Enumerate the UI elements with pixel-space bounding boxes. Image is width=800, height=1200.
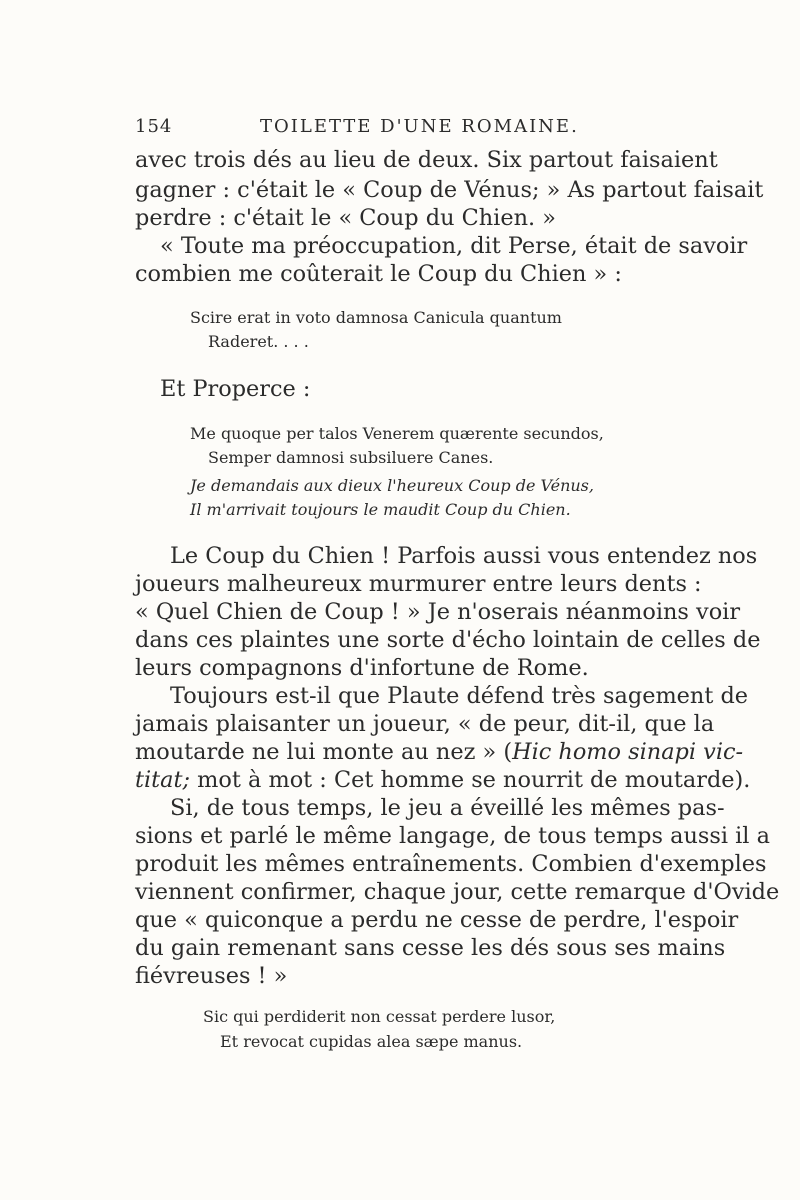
text-line: Toujours est-il que Plaute défend très sagement de xyxy=(170,683,749,709)
text-line: jamais plaisanter un joueur, « de peur, dit-il, que la xyxy=(135,711,715,737)
page-header xyxy=(0,116,800,140)
verse-line: Raderet. . . . xyxy=(208,332,309,351)
verse-line: Me quoque per talos Venerem quærente secundos, xyxy=(190,424,604,443)
text-line: avec trois dés au lieu de deux. Six partout faisaient xyxy=(135,147,718,173)
text-line: Et Properce : xyxy=(160,376,311,402)
text-line: fiévreuses ! » xyxy=(135,963,288,989)
text-line: gagner : c'était le « Coup de Vénus; » As partout faisait xyxy=(135,177,764,203)
text-line: du gain remenant sans cesse les dés sous ses mains xyxy=(135,935,726,961)
verse-translation-line: Je demandais aux dieux l'heureux Coup de Vénus, xyxy=(190,476,594,495)
text-line: que « quiconque a perdu ne cesse de perdre, l'espoir xyxy=(135,907,739,933)
text-line xyxy=(135,737,743,767)
verse-line: Scire erat in voto damnosa Canicula quantum xyxy=(190,308,562,327)
italic-span: Hic homo sinapi vic- xyxy=(512,739,744,765)
text-line: Le Coup du Chien ! Parfois aussi vous entendez nos xyxy=(170,543,758,569)
text-line: produit les mêmes entraînements. Combien d'exemples xyxy=(135,851,767,877)
verse-line: Sic qui perdiderit non cessat perdere lusor, xyxy=(203,1007,556,1026)
text-line xyxy=(135,765,750,795)
verse-line: Et revocat cupidas alea sæpe manus. xyxy=(220,1032,523,1051)
text-line: perdre : c'était le « Coup du Chien. » xyxy=(135,205,556,231)
verse-translation-line: Il m'arrivait toujours le maudit Coup du Chien. xyxy=(190,500,571,519)
text-line: « Toute ma préoccupation, dit Perse, était de savoir xyxy=(160,233,748,259)
text-line: Si, de tous temps, le jeu a éveillé les mêmes pas- xyxy=(170,795,725,821)
text-line: joueurs malheureux murmurer entre leurs dents : xyxy=(135,571,702,597)
page-number: 154 xyxy=(135,116,173,137)
text-line: dans ces plaintes une sorte d'écho lointain de celles de xyxy=(135,627,761,653)
text-line: combien me coûterait le Coup du Chien » : xyxy=(135,261,622,287)
italic-span: titat; xyxy=(135,767,191,793)
running-head: TOILETTE D'UNE ROMAINE. xyxy=(260,116,579,137)
verse-line: Semper damnosi subsiluere Canes. xyxy=(208,448,494,467)
text-span: mot à mot : Cet homme se nourrit de moutarde). xyxy=(190,767,751,793)
text-span: moutarde ne lui monte au nez » ( xyxy=(135,739,513,765)
text-line: leurs compagnons d'infortune de Rome. xyxy=(135,655,589,681)
text-line: viennent confirmer, chaque jour, cette remarque d'Ovide xyxy=(135,879,780,905)
text-line: « Quel Chien de Coup ! » Je n'oserais néanmoins voir xyxy=(135,599,741,625)
text-line: sions et parlé le même langage, de tous temps aussi il a xyxy=(135,823,770,849)
